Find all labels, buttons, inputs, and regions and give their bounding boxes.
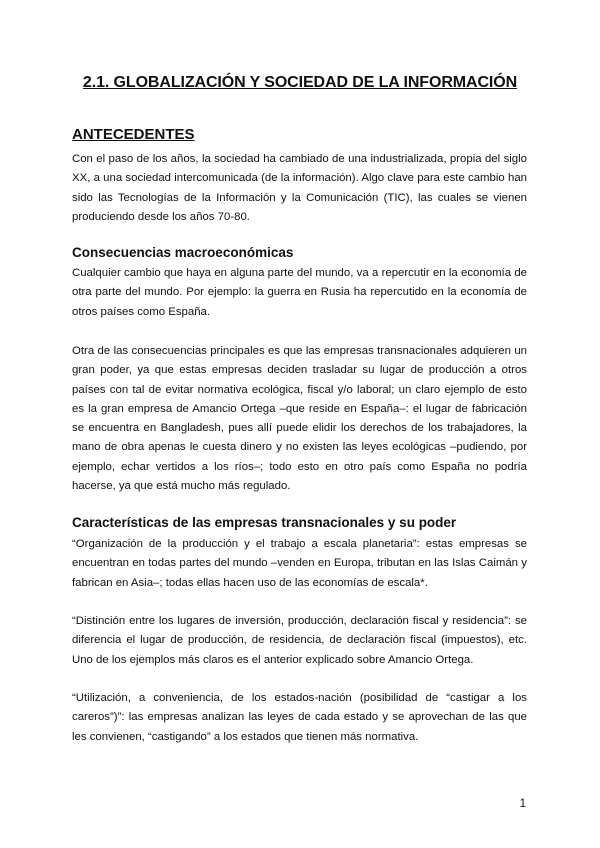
section-label-antecedentes: ANTECEDENTES (72, 126, 195, 143)
paragraph-consecuencias-2: Otra de las consecuencias principales es que las empresas transnacionales adquieren un gran poder, ya que estas empresas deciden trasladar su lugar de producción a otros países con tal de evitar normativa ecológica, fiscal y/o laboral; un claro ejemplo de esto es la gran empresa de Amancio Ortega –que reside en España–: el lugar de fabricación se encuentra en Bangladesh, pues allí puede elidir los derechos de los trabajadores, la mano de obra apenas le cuesta dinero y no existen las leyes ecológicas –pudiendo, por ejemplo, echar vertidos a los ríos–; todo esto en otro país como España no podría hacerse, ya que está mucho más regulado. (72, 345, 527, 493)
paragraph-antecedentes: Con el paso de los años, la sociedad ha cambiado de una industrializada, propia del siglo XX, a una sociedad intercomunicada (de la información). Algo clave para este cambio han sido las Tecnologías de la Información y la Comunicación (TIC), las cuales se vienen produciendo desde los años 70-80. (72, 153, 527, 223)
paragraph-consecuencias-1: Cualquier cambio que haya en alguna parte del mundo, va a repercutir en la economía de otra parte del mundo. Por ejemplo: la guerra en Rusia ha repercutido en la economía de otros países como España. (72, 267, 527, 318)
subheading-consecuencias: Consecuencias macroeconómicas (72, 245, 294, 260)
page-number: 1 (519, 798, 526, 810)
paragraph-caracteristicas-2: “Distinción entre los lugares de inversión, producción, declaración fiscal y residencia”: se diferencia el lugar de producción, de residencia, de declaración fiscal (impuestos), etc. Uno de los ejemplos más claros es el anterior explicado sobre Amancio Ortega. (72, 615, 527, 666)
document-title: 2.1. GLOBALIZACIÓN Y SOCIEDAD DE LA INFORMACIÓN (82, 74, 518, 91)
paragraph-caracteristicas-3: “Utilización, a conveniencia, de los estados-nación (posibilidad de “castigar a los careros”)”: las empresas analizan las leyes de cada estado y se aprovechan de las que les convienen, “castigando” a los estados que tienen más normativa. (72, 692, 527, 743)
paragraph-caracteristicas-1: “Organización de la producción y el trabajo a escala planetaria”: estas empresas se encuentran en todas partes del mundo –venden en Europa, tributan en las Islas Caimán y fabrican en Asia–; todas ellas hacen uso de las economías de escala*. (72, 538, 527, 589)
subheading-caracteristicas: Características de las empresas transnacionales y su poder (72, 515, 457, 530)
